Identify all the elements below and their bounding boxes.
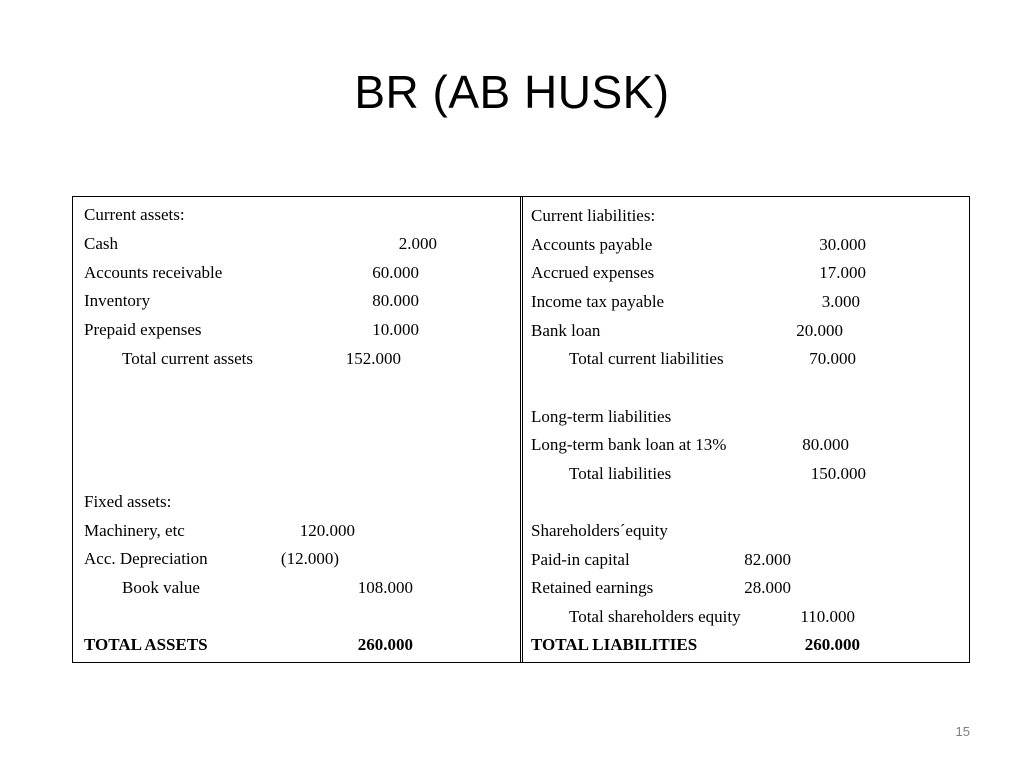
total-liabilities-equity-row bbox=[521, 631, 860, 659]
total-equity-label: Total shareholders equity bbox=[569, 607, 741, 626]
total-current-assets-row bbox=[73, 345, 401, 373]
current-assets-header: Current assets: bbox=[84, 205, 185, 224]
inventory-label: Inventory bbox=[84, 291, 151, 310]
prepaid-expenses-row bbox=[73, 316, 419, 344]
bank-loan-label: Bank loan bbox=[531, 321, 601, 340]
paid-in-capital-row bbox=[521, 546, 791, 574]
income-tax-row bbox=[521, 288, 860, 316]
total-current-liabilities-row bbox=[521, 345, 856, 373]
machinery-label: Machinery, etc bbox=[84, 521, 185, 540]
inventory-row bbox=[73, 287, 419, 315]
bank-loan-row bbox=[521, 317, 843, 345]
total-current-liabilities-label: Total current liabilities bbox=[569, 349, 724, 368]
retained-earnings-label: Retained earnings bbox=[531, 578, 654, 597]
accounts-receivable-label: Accounts receivable bbox=[84, 263, 223, 282]
accrued-expenses-value: 17.000 bbox=[819, 263, 866, 282]
assets-panel bbox=[72, 196, 523, 663]
equity-header-row bbox=[521, 517, 668, 545]
liabilities-panel bbox=[520, 196, 970, 663]
longterm-header-row bbox=[521, 403, 672, 431]
accounts-payable-value: 30.000 bbox=[819, 235, 866, 254]
longterm-liabilities-header: Long-term liabilities bbox=[531, 407, 672, 426]
book-value-row bbox=[73, 574, 413, 602]
total-current-assets-label: Total current assets bbox=[122, 349, 253, 368]
total-liabilities-row bbox=[521, 460, 866, 488]
total-equity-row bbox=[521, 603, 855, 631]
total-assets-value: 260.000 bbox=[357, 635, 413, 654]
cash-label: Cash bbox=[84, 234, 118, 253]
total-liabilities-equity-label: TOTAL LIABILITIES bbox=[531, 635, 698, 654]
fixed-assets-header-row bbox=[73, 488, 172, 516]
current-liabilities-header-row bbox=[521, 202, 656, 230]
longterm-loan-row bbox=[521, 431, 849, 459]
retained-earnings-value: 28.000 bbox=[744, 578, 791, 597]
accounts-receivable-row bbox=[73, 259, 419, 287]
total-liabilities-equity-value: 260.000 bbox=[804, 635, 860, 654]
current-assets-header-row bbox=[73, 201, 185, 229]
accounts-payable-label: Accounts payable bbox=[531, 235, 653, 254]
total-assets-label: TOTAL ASSETS bbox=[84, 635, 208, 654]
accrued-expenses-label: Accrued expenses bbox=[531, 263, 655, 282]
depreciation-label: Acc. Depreciation bbox=[84, 549, 208, 568]
income-tax-label: Income tax payable bbox=[531, 292, 665, 311]
total-equity-value: 110.000 bbox=[800, 607, 855, 626]
total-liabilities-value: 150.000 bbox=[810, 464, 866, 483]
fixed-assets-header: Fixed assets: bbox=[84, 492, 172, 511]
accounts-receivable-value: 60.000 bbox=[372, 263, 419, 282]
inventory-value: 80.000 bbox=[372, 291, 419, 310]
machinery-row bbox=[73, 517, 355, 545]
depreciation-row bbox=[73, 545, 339, 573]
total-current-assets-value: 152.000 bbox=[345, 349, 401, 368]
accounts-payable-row bbox=[521, 231, 866, 259]
retained-earnings-row bbox=[521, 574, 791, 602]
shareholders-equity-header: Shareholders´equity bbox=[531, 521, 668, 540]
bank-loan-value: 20.000 bbox=[796, 321, 843, 340]
book-value-value: 108.000 bbox=[357, 578, 413, 597]
prepaid-expenses-label: Prepaid expenses bbox=[84, 320, 202, 339]
accrued-expenses-row bbox=[521, 259, 866, 287]
total-assets-row bbox=[73, 631, 413, 659]
cash-value: 2.000 bbox=[398, 234, 437, 253]
depreciation-value: (12.000) bbox=[280, 549, 339, 568]
prepaid-expenses-value: 10.000 bbox=[372, 320, 419, 339]
longterm-loan-value: 80.000 bbox=[802, 435, 849, 454]
total-liabilities-label: Total liabilities bbox=[569, 464, 672, 483]
cash-row bbox=[73, 230, 437, 258]
paid-in-capital-value: 82.000 bbox=[744, 550, 791, 569]
book-value-label: Book value bbox=[122, 578, 200, 597]
current-liabilities-header: Current liabilities: bbox=[531, 206, 656, 225]
total-current-liabilities-value: 70.000 bbox=[809, 349, 856, 368]
longterm-loan-label: Long-term bank loan at 13% bbox=[531, 435, 727, 454]
slide-title: BR (AB HUSK) bbox=[354, 66, 670, 118]
machinery-value: 120.000 bbox=[299, 521, 355, 540]
paid-in-capital-label: Paid-in capital bbox=[531, 550, 630, 569]
income-tax-value: 3.000 bbox=[821, 292, 860, 311]
page-number: 15 bbox=[955, 724, 970, 739]
